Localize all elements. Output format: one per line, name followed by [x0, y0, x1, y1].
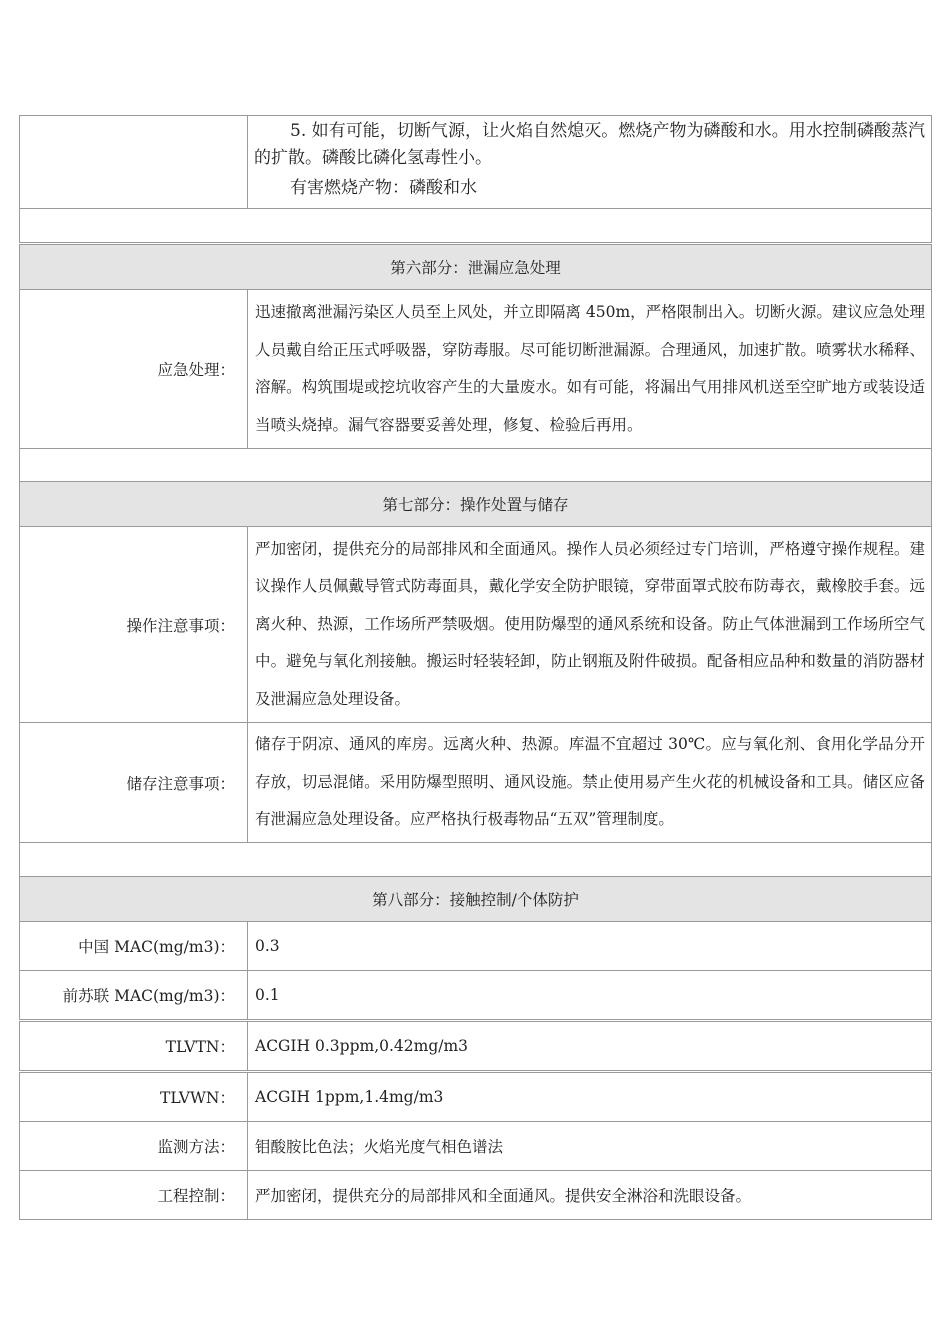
- storage-label: 储存注意事项：: [20, 723, 248, 843]
- engineering-label: 工程控制：: [20, 1171, 248, 1220]
- tlvtn-value: ACGIH 0.3ppm,0.42mg/m3: [248, 1021, 932, 1072]
- fire-text-cell: [248, 116, 932, 209]
- monitoring-value: 钼酸胺比色法；火焰光度气相色谱法: [248, 1122, 932, 1171]
- fire-products-paragraph: 有害燃烧产物：磷酸和水: [290, 178, 477, 198]
- tlvtn-label: TLVTN：: [20, 1021, 248, 1072]
- emergency-text: 迅速撤离泄漏污染区人员至上风处，并立即隔离 450m，严格限制出入。切断火源。建议应急处理人员戴自给正压式呼吸器，穿防毒服。尽可能切断泄漏源。合理通风，加速扩散。喷雾状水稀释、溶解。构筑围堤或挖坑收容产生的大量废水。如有可能，将漏出气用排风机送至空旷地方或装设适当喷头烧掉。漏气容器要妥善处理，修复、检验后再用。: [248, 290, 932, 449]
- spacer-row: [20, 449, 932, 483]
- storage-text: 储存于阴凉、通风的库房。远离火种、热源。库温不宜超过 30℃。应与氧化剂、食用化学品分开存放，切忌混储。采用防爆型照明、通风设施。禁止使用易产生火花的机械设备和工具。储区应备有泄漏应急处理设备。应严格执行极毒物品“五双”管理制度。: [248, 723, 932, 843]
- section7-title: 第七部分：操作处置与储存: [20, 482, 932, 527]
- china-mac-value: 0.3: [248, 922, 932, 971]
- operation-label: 操作注意事项：: [20, 527, 248, 723]
- ussr-mac-label: 前苏联 MAC(mg/m3)：: [20, 971, 248, 1021]
- tlvwn-label: TLVWN：: [20, 1072, 248, 1122]
- emergency-label: 应急处理：: [20, 290, 248, 449]
- section8-title: 第八部分：接触控制/个体防护: [20, 877, 932, 922]
- section6-title: 第六部分：泄漏应急处理: [20, 245, 932, 290]
- tlvwn-value: ACGIH 1ppm,1.4mg/m3: [248, 1072, 932, 1122]
- china-mac-label: 中国 MAC(mg/m3)：: [20, 922, 248, 971]
- spacer-row: [20, 209, 932, 243]
- fire-label-cell: [20, 116, 248, 209]
- monitoring-label: 监测方法：: [20, 1122, 248, 1171]
- section7-table: [19, 481, 932, 877]
- section8-table: [19, 876, 932, 1220]
- section6-table: [19, 244, 932, 483]
- fire-continuation-table: [19, 115, 932, 243]
- operation-text: 严加密闭，提供充分的局部排风和全面通风。操作人员必须经过专门培训，严格遵守操作规程。建议操作人员佩戴导管式防毒面具，戴化学安全防护眼镜，穿带面罩式胶布防毒衣，戴橡胶手套。远离火种、热源，工作场所严禁吸烟。使用防爆型的通风系统和设备。防止气体泄漏到工作场所空气中。避免与氧化剂接触。搬运时轻装轻卸，防止钢瓶及附件破损。配备相应品种和数量的消防器材及泄漏应急处理设备。: [248, 527, 932, 723]
- engineering-value: 严加密闭，提供充分的局部排风和全面通风。提供安全淋浴和洗眼设备。: [248, 1171, 932, 1220]
- spacer-row: [20, 843, 932, 877]
- ussr-mac-value: 0.1: [248, 971, 932, 1021]
- fire-extinguish-paragraph: 5. 如有可能，切断气源，让火焰自然熄灭。燃烧产物为磷酸和水。用水控制磷酸蒸汽的扩散。磷酸比磷化氢毒性小。: [254, 121, 925, 168]
